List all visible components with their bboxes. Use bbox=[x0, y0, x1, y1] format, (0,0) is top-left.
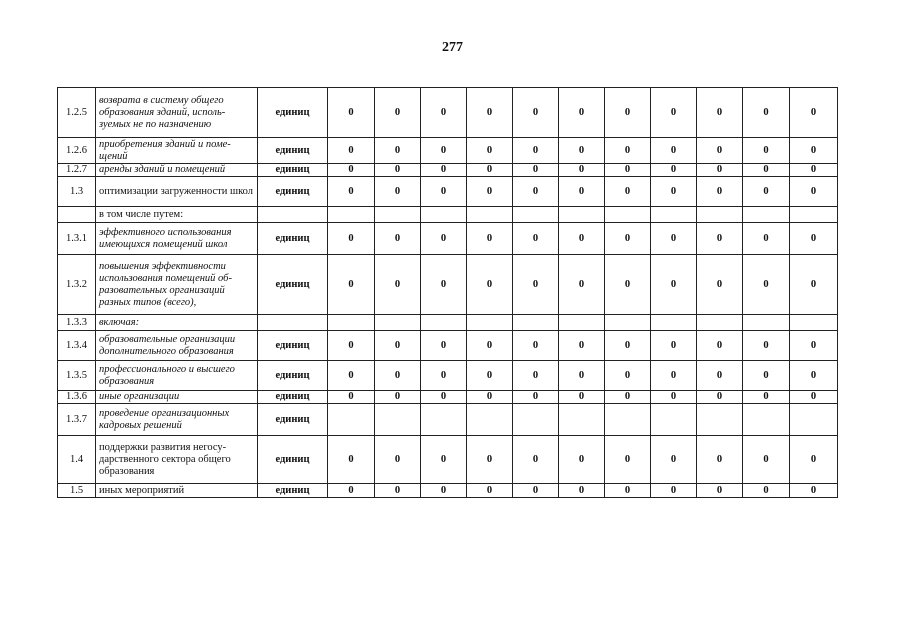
page-number: 277 bbox=[442, 40, 463, 55]
value-cell bbox=[697, 207, 743, 223]
value-cell: 0 bbox=[421, 484, 467, 498]
row-unit: единиц bbox=[258, 88, 328, 138]
row-code: 1.2.6 bbox=[58, 138, 96, 164]
value-cell: 0 bbox=[421, 391, 467, 404]
value-cell: 0 bbox=[467, 164, 513, 177]
value-cell bbox=[559, 207, 605, 223]
value-cell bbox=[328, 315, 375, 331]
value-cell: 0 bbox=[559, 391, 605, 404]
value-cell bbox=[790, 207, 838, 223]
value-cell: 0 bbox=[421, 255, 467, 315]
value-cell bbox=[421, 207, 467, 223]
value-cell: 0 bbox=[328, 331, 375, 361]
value-cell: 0 bbox=[651, 88, 697, 138]
value-cell: 0 bbox=[559, 88, 605, 138]
row-code: 1.4 bbox=[58, 436, 96, 484]
value-cell: 0 bbox=[375, 436, 421, 484]
table-row bbox=[58, 223, 838, 255]
value-cell bbox=[651, 315, 697, 331]
table-row bbox=[58, 88, 838, 138]
value-cell: 0 bbox=[743, 484, 790, 498]
value-cell: 0 bbox=[651, 164, 697, 177]
row-unit: единиц bbox=[258, 138, 328, 164]
row-code: 1.3.2 bbox=[58, 255, 96, 315]
value-cell: 0 bbox=[328, 138, 375, 164]
value-cell bbox=[559, 315, 605, 331]
value-cell: 0 bbox=[743, 391, 790, 404]
value-cell bbox=[375, 207, 421, 223]
value-cell: 0 bbox=[559, 436, 605, 484]
value-cell: 0 bbox=[605, 436, 651, 484]
value-cell: 0 bbox=[790, 88, 838, 138]
value-cell: 0 bbox=[790, 223, 838, 255]
row-description: поддержки развития негосу-дарственного сектора общего образования bbox=[96, 436, 258, 484]
value-cell: 0 bbox=[467, 391, 513, 404]
table-row bbox=[58, 315, 838, 331]
value-cell: 0 bbox=[375, 138, 421, 164]
value-cell bbox=[467, 315, 513, 331]
value-cell: 0 bbox=[743, 164, 790, 177]
value-cell: 0 bbox=[421, 138, 467, 164]
value-cell bbox=[513, 404, 559, 436]
value-cell: 0 bbox=[559, 255, 605, 315]
value-cell bbox=[743, 207, 790, 223]
value-cell: 0 bbox=[651, 484, 697, 498]
value-cell: 0 bbox=[605, 255, 651, 315]
value-cell: 0 bbox=[375, 361, 421, 391]
data-table bbox=[57, 87, 838, 498]
value-cell: 0 bbox=[421, 164, 467, 177]
value-cell bbox=[790, 315, 838, 331]
value-cell: 0 bbox=[375, 88, 421, 138]
value-cell: 0 bbox=[513, 177, 559, 207]
value-cell: 0 bbox=[513, 436, 559, 484]
row-unit: единиц bbox=[258, 404, 328, 436]
row-unit bbox=[258, 207, 328, 223]
value-cell: 0 bbox=[328, 255, 375, 315]
value-cell bbox=[421, 315, 467, 331]
value-cell: 0 bbox=[328, 223, 375, 255]
value-cell: 0 bbox=[467, 484, 513, 498]
value-cell: 0 bbox=[559, 361, 605, 391]
table-row bbox=[58, 164, 838, 177]
value-cell: 0 bbox=[790, 391, 838, 404]
value-cell: 0 bbox=[605, 331, 651, 361]
row-description: повышения эффективности использования помещений об-разовательных организаций разных типов (всего), bbox=[96, 255, 258, 315]
row-unit: единиц bbox=[258, 361, 328, 391]
value-cell: 0 bbox=[513, 391, 559, 404]
row-code: 1.3.3 bbox=[58, 315, 96, 331]
value-cell: 0 bbox=[605, 391, 651, 404]
row-unit: единиц bbox=[258, 164, 328, 177]
value-cell: 0 bbox=[467, 361, 513, 391]
row-code: 1.3.7 bbox=[58, 404, 96, 436]
value-cell: 0 bbox=[790, 164, 838, 177]
row-code: 1.2.7 bbox=[58, 164, 96, 177]
value-cell: 0 bbox=[328, 361, 375, 391]
table-row bbox=[58, 391, 838, 404]
value-cell: 0 bbox=[651, 138, 697, 164]
value-cell: 0 bbox=[467, 138, 513, 164]
value-cell: 0 bbox=[467, 436, 513, 484]
value-cell bbox=[513, 207, 559, 223]
table-row bbox=[58, 255, 838, 315]
value-cell: 0 bbox=[605, 88, 651, 138]
row-description: проведение организационных кадровых решений bbox=[96, 404, 258, 436]
value-cell: 0 bbox=[605, 138, 651, 164]
row-unit: единиц bbox=[258, 177, 328, 207]
value-cell: 0 bbox=[559, 331, 605, 361]
value-cell: 0 bbox=[605, 484, 651, 498]
value-cell: 0 bbox=[559, 484, 605, 498]
table-row bbox=[58, 138, 838, 164]
value-cell: 0 bbox=[743, 138, 790, 164]
value-cell bbox=[790, 404, 838, 436]
value-cell: 0 bbox=[605, 164, 651, 177]
row-unit: единиц bbox=[258, 331, 328, 361]
value-cell: 0 bbox=[651, 177, 697, 207]
value-cell: 0 bbox=[328, 177, 375, 207]
row-code bbox=[58, 207, 96, 223]
value-cell: 0 bbox=[467, 255, 513, 315]
value-cell: 0 bbox=[651, 436, 697, 484]
value-cell: 0 bbox=[375, 331, 421, 361]
row-code: 1.3.4 bbox=[58, 331, 96, 361]
value-cell bbox=[513, 315, 559, 331]
value-cell: 0 bbox=[375, 164, 421, 177]
value-cell: 0 bbox=[513, 331, 559, 361]
value-cell: 0 bbox=[605, 223, 651, 255]
value-cell bbox=[375, 404, 421, 436]
row-description: профессионального и высшего образования bbox=[96, 361, 258, 391]
value-cell: 0 bbox=[697, 177, 743, 207]
table-body bbox=[58, 88, 838, 498]
value-cell: 0 bbox=[467, 331, 513, 361]
value-cell bbox=[467, 404, 513, 436]
value-cell: 0 bbox=[513, 484, 559, 498]
value-cell: 0 bbox=[697, 138, 743, 164]
value-cell: 0 bbox=[513, 88, 559, 138]
value-cell: 0 bbox=[790, 361, 838, 391]
value-cell: 0 bbox=[743, 436, 790, 484]
value-cell: 0 bbox=[513, 255, 559, 315]
row-unit: единиц bbox=[258, 391, 328, 404]
value-cell: 0 bbox=[790, 484, 838, 498]
value-cell: 0 bbox=[743, 177, 790, 207]
value-cell: 0 bbox=[513, 223, 559, 255]
value-cell: 0 bbox=[697, 436, 743, 484]
row-code: 1.2.5 bbox=[58, 88, 96, 138]
table-row bbox=[58, 177, 838, 207]
value-cell: 0 bbox=[697, 164, 743, 177]
value-cell bbox=[421, 404, 467, 436]
value-cell: 0 bbox=[467, 177, 513, 207]
table-row bbox=[58, 436, 838, 484]
value-cell: 0 bbox=[651, 223, 697, 255]
value-cell: 0 bbox=[605, 177, 651, 207]
row-description: образовательные организации дополнительного образования bbox=[96, 331, 258, 361]
value-cell bbox=[605, 207, 651, 223]
row-description: иных мероприятий bbox=[96, 484, 258, 498]
row-code: 1.3.1 bbox=[58, 223, 96, 255]
value-cell: 0 bbox=[559, 138, 605, 164]
value-cell: 0 bbox=[467, 88, 513, 138]
value-cell: 0 bbox=[559, 223, 605, 255]
row-code: 1.3.6 bbox=[58, 391, 96, 404]
value-cell bbox=[328, 207, 375, 223]
value-cell: 0 bbox=[651, 331, 697, 361]
value-cell: 0 bbox=[328, 484, 375, 498]
value-cell: 0 bbox=[651, 255, 697, 315]
table-row bbox=[58, 331, 838, 361]
value-cell bbox=[605, 315, 651, 331]
value-cell: 0 bbox=[375, 255, 421, 315]
value-cell: 0 bbox=[790, 138, 838, 164]
value-cell: 0 bbox=[513, 164, 559, 177]
value-cell: 0 bbox=[421, 331, 467, 361]
value-cell: 0 bbox=[605, 361, 651, 391]
row-unit: единиц bbox=[258, 255, 328, 315]
row-description: приобретения зданий и поме-щений bbox=[96, 138, 258, 164]
row-unit: единиц bbox=[258, 223, 328, 255]
table-row bbox=[58, 207, 838, 223]
value-cell: 0 bbox=[651, 391, 697, 404]
row-unit: единиц bbox=[258, 484, 328, 498]
value-cell bbox=[743, 404, 790, 436]
row-code: 1.3 bbox=[58, 177, 96, 207]
row-code: 1.5 bbox=[58, 484, 96, 498]
row-description: аренды зданий и помещений bbox=[96, 164, 258, 177]
value-cell: 0 bbox=[513, 138, 559, 164]
value-cell bbox=[375, 315, 421, 331]
value-cell: 0 bbox=[743, 223, 790, 255]
value-cell: 0 bbox=[743, 255, 790, 315]
value-cell: 0 bbox=[743, 331, 790, 361]
value-cell bbox=[697, 315, 743, 331]
value-cell bbox=[697, 404, 743, 436]
row-description: возврата в систему общего образования зданий, исполь-зуемых не по назначению bbox=[96, 88, 258, 138]
value-cell bbox=[743, 315, 790, 331]
value-cell: 0 bbox=[375, 223, 421, 255]
value-cell: 0 bbox=[513, 361, 559, 391]
value-cell: 0 bbox=[697, 391, 743, 404]
value-cell: 0 bbox=[697, 331, 743, 361]
value-cell: 0 bbox=[697, 223, 743, 255]
value-cell bbox=[651, 207, 697, 223]
value-cell: 0 bbox=[421, 88, 467, 138]
table-row bbox=[58, 361, 838, 391]
value-cell: 0 bbox=[697, 361, 743, 391]
value-cell: 0 bbox=[467, 223, 513, 255]
value-cell: 0 bbox=[375, 484, 421, 498]
value-cell: 0 bbox=[328, 391, 375, 404]
value-cell bbox=[328, 404, 375, 436]
value-cell: 0 bbox=[697, 484, 743, 498]
value-cell: 0 bbox=[328, 164, 375, 177]
value-cell: 0 bbox=[790, 177, 838, 207]
table-row bbox=[58, 484, 838, 498]
value-cell: 0 bbox=[421, 177, 467, 207]
row-description: эффективного использования имеющихся помещений школ bbox=[96, 223, 258, 255]
value-cell bbox=[651, 404, 697, 436]
row-unit bbox=[258, 315, 328, 331]
value-cell: 0 bbox=[697, 255, 743, 315]
value-cell: 0 bbox=[375, 177, 421, 207]
row-code: 1.3.5 bbox=[58, 361, 96, 391]
value-cell: 0 bbox=[328, 88, 375, 138]
row-description: включая: bbox=[96, 315, 258, 331]
value-cell: 0 bbox=[790, 255, 838, 315]
value-cell: 0 bbox=[743, 361, 790, 391]
value-cell: 0 bbox=[421, 361, 467, 391]
value-cell: 0 bbox=[790, 331, 838, 361]
value-cell: 0 bbox=[559, 164, 605, 177]
value-cell: 0 bbox=[421, 223, 467, 255]
value-cell: 0 bbox=[559, 177, 605, 207]
value-cell: 0 bbox=[375, 391, 421, 404]
value-cell: 0 bbox=[790, 436, 838, 484]
row-description: оптимизации загруженности школ bbox=[96, 177, 258, 207]
row-description: иные организации bbox=[96, 391, 258, 404]
value-cell: 0 bbox=[697, 88, 743, 138]
value-cell bbox=[605, 404, 651, 436]
value-cell: 0 bbox=[651, 361, 697, 391]
value-cell bbox=[467, 207, 513, 223]
row-unit: единиц bbox=[258, 436, 328, 484]
row-description: в том числе путем: bbox=[96, 207, 258, 223]
value-cell: 0 bbox=[421, 436, 467, 484]
value-cell: 0 bbox=[743, 88, 790, 138]
table-row bbox=[58, 404, 838, 436]
value-cell bbox=[559, 404, 605, 436]
value-cell: 0 bbox=[328, 436, 375, 484]
